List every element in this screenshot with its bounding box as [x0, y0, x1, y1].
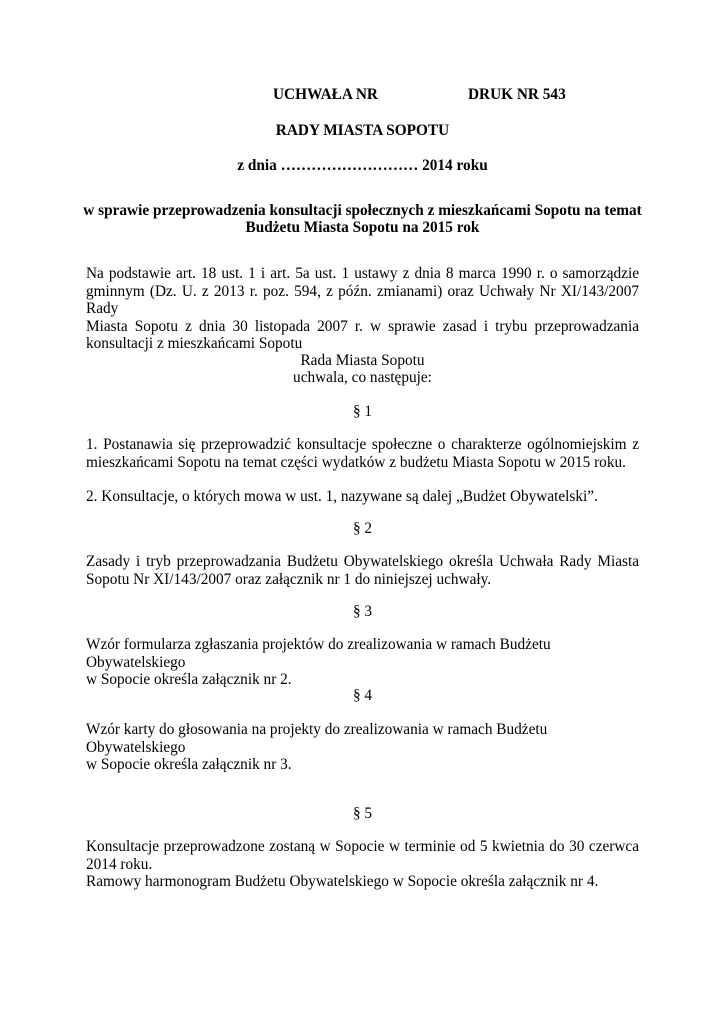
section-heading-5: § 5 [352, 805, 373, 822]
section-5-paragraph [86, 838, 639, 891]
section-heading-2: § 2 [352, 520, 373, 537]
legal-basis-line: Miasta Sopotu z dnia 30 listopada 2007 r. w sprawie zasad i trybu przeprowadzania [86, 317, 639, 335]
legal-basis-line: konsultacji z mieszkańcami Sopotu [86, 335, 303, 352]
legal-basis-line: gminnym (Dz. U. z 2013 r. poz. 594, z późn. zmianami) oraz Uchwały Nr XI/143/2007 Rady [86, 282, 639, 317]
subject-line-2: Budżetu Miasta Sopotu na 2015 rok [245, 219, 480, 236]
legal-basis-paragraph [86, 265, 639, 353]
paragraph-line: w Sopocie określa załącznik nr 2. [86, 671, 292, 688]
section-4-paragraph [86, 721, 639, 774]
section-1-paragraph-1 [86, 436, 639, 471]
paragraph-line: Wzór formularza zgłaszania projektów do zrealizowania w ramach Budżetu Obywatelskiego [86, 636, 551, 671]
subject-line-1: w sprawie przeprowadzenia konsultacji społecznych z mieszkańcami Sopotu na temat [83, 202, 642, 219]
paragraph-line: 2014 roku. [86, 855, 153, 873]
legal-basis-line: Na podstawie art. 18 ust. 1 i art. 5a ust. 1 ustawy z dnia 8 marca 1990 r. o samorządzie [86, 265, 639, 282]
paragraph-line: mieszkańcami Sopotu na temat części wydatków z budżetu Miasta Sopotu w 2015 roku. [86, 453, 626, 471]
paragraph-line: Sopotu Nr XI/143/2007 oraz załącznik nr 1 do niniejszej uchwały. [86, 570, 492, 588]
paragraph-line: Ramowy harmonogram Budżetu Obywatelskiego w Sopocie określa załącznik nr 4. [86, 873, 599, 890]
paragraph-line: w Sopocie określa załącznik nr 3. [86, 756, 292, 773]
section-1-paragraph-2 [86, 488, 639, 506]
paragraph-line: Konsultacje przeprowadzone zostaną w Sopocie w terminie od 5 kwietnia do 30 czerwca [86, 838, 639, 855]
section-2-paragraph [86, 553, 639, 588]
paragraph-line: Wzór karty do głosowania na projekty do zrealizowania w ramach Budżetu Obywatelskiego [86, 721, 548, 756]
section-3-paragraph [86, 636, 639, 689]
paragraph-line: 2. Konsultacje, o których mowa w ust. 1, nazywane są dalej „Budżet Obywatelski”. [86, 488, 598, 505]
section-heading-4: § 4 [352, 687, 373, 704]
resolution-statement: uchwala, co następuje: [293, 369, 432, 386]
section-heading-1: § 1 [352, 403, 373, 420]
council-heading: RADY MIASTA SOPOTU [275, 122, 450, 139]
date-line: z dnia ……………………… 2014 roku [237, 157, 488, 174]
print-number-label: DRUK NR 543 [468, 86, 566, 103]
paragraph-line: Zasady i tryb przeprowadzania Budżetu Obywatelskiego określa Uchwała Rady Miasta [86, 553, 639, 570]
resolution-number-label: UCHWAŁA NR [273, 86, 378, 103]
resolution-council: Rada Miasta Sopotu [300, 352, 425, 369]
paragraph-line: 1. Postanawia się przeprowadzić konsultacje społeczne o charakterze ogólnomiejskim z [86, 436, 639, 453]
section-heading-3: § 3 [352, 603, 373, 620]
